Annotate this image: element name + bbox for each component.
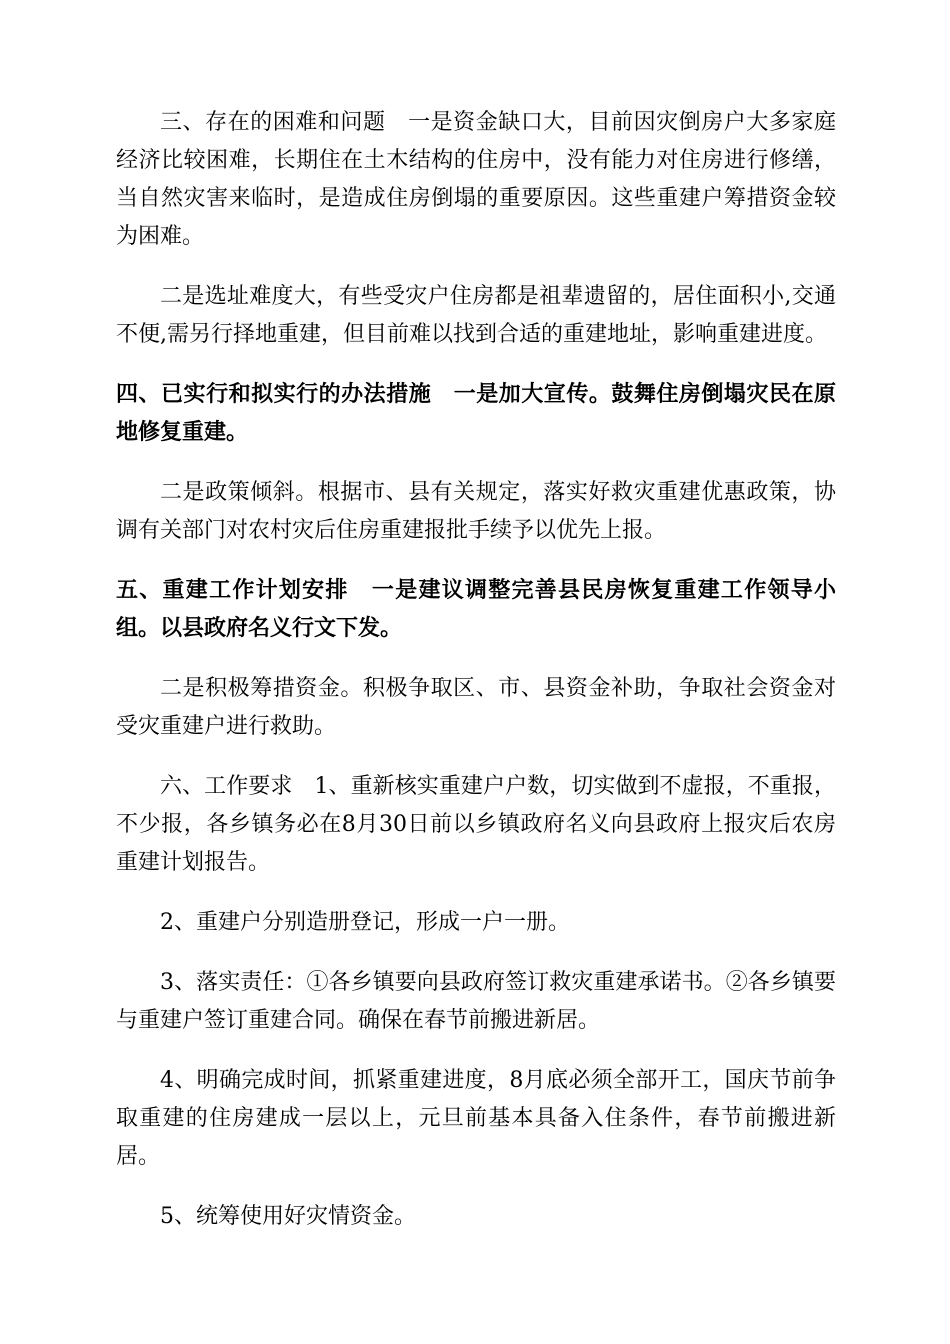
section-heading-measures: 四、已实行和拟实行的办法措施 一是加大宣传。鼓舞住房倒塌灾民在原地修复重建。 [116, 382, 836, 445]
paragraph-fund-usage: 5、统筹使用好灾情资金。 [160, 1204, 416, 1229]
paragraph-funding: 二是积极筹措资金。积极争取区、市、县资金补助，争取社会资金对受灾重建户进行救助。 [116, 676, 836, 739]
paragraph-work-requirements: 六、工作要求 1、重新核实重建户户数，切实做到不虚报，不重报，不少报，各乡镇务必在8月30日前以乡镇政府名义向县政府上报灾后农房重建计划报告。 [116, 774, 836, 875]
paragraph-policy: 二是政策倾斜。根据市、县有关规定，落实好救灾重建优惠政策，协调有关部门对农村灾后住房重建报批手续予以优先上报。 [116, 480, 836, 543]
section-heading-plan: 五、重建工作计划安排 一是建议调整完善县民房恢复重建工作领导小组。以县政府名义行文下发。 [116, 578, 836, 641]
paragraph-difficulties: 三、存在的困难和问题 一是资金缺口大，目前因灾倒房户大多家庭经济比较困难，长期住在土木结构的住房中，没有能力对住房进行修缮，当自然灾害来临时，是造成住房倒塌的重要原因。这些重建户筹措资金较为困难。 [116, 110, 836, 249]
paragraph-timeline: 4、明确完成时间，抓紧重建进度，8月底必须全部开工，国庆节前争取重建的住房建成一层以上，元旦前基本具备入住条件，春节前搬进新居。 [116, 1068, 836, 1169]
document-body [116, 104, 836, 1258]
paragraph-registration: 2、重建户分别造册登记，形成一户一册。 [160, 910, 570, 935]
paragraph-responsibility: 3、落实责任：①各乡镇要向县政府签订救灾重建承诺书。②各乡镇要与重建户签订重建合同。确保在春节前搬进新居。 [116, 970, 836, 1033]
paragraph-site-selection: 二是选址难度大，有些受灾户住房都是祖辈遗留的，居住面积小,交通不便,需另行择地重建，但目前难以找到合适的重建地址，影响重建进度。 [116, 284, 836, 347]
